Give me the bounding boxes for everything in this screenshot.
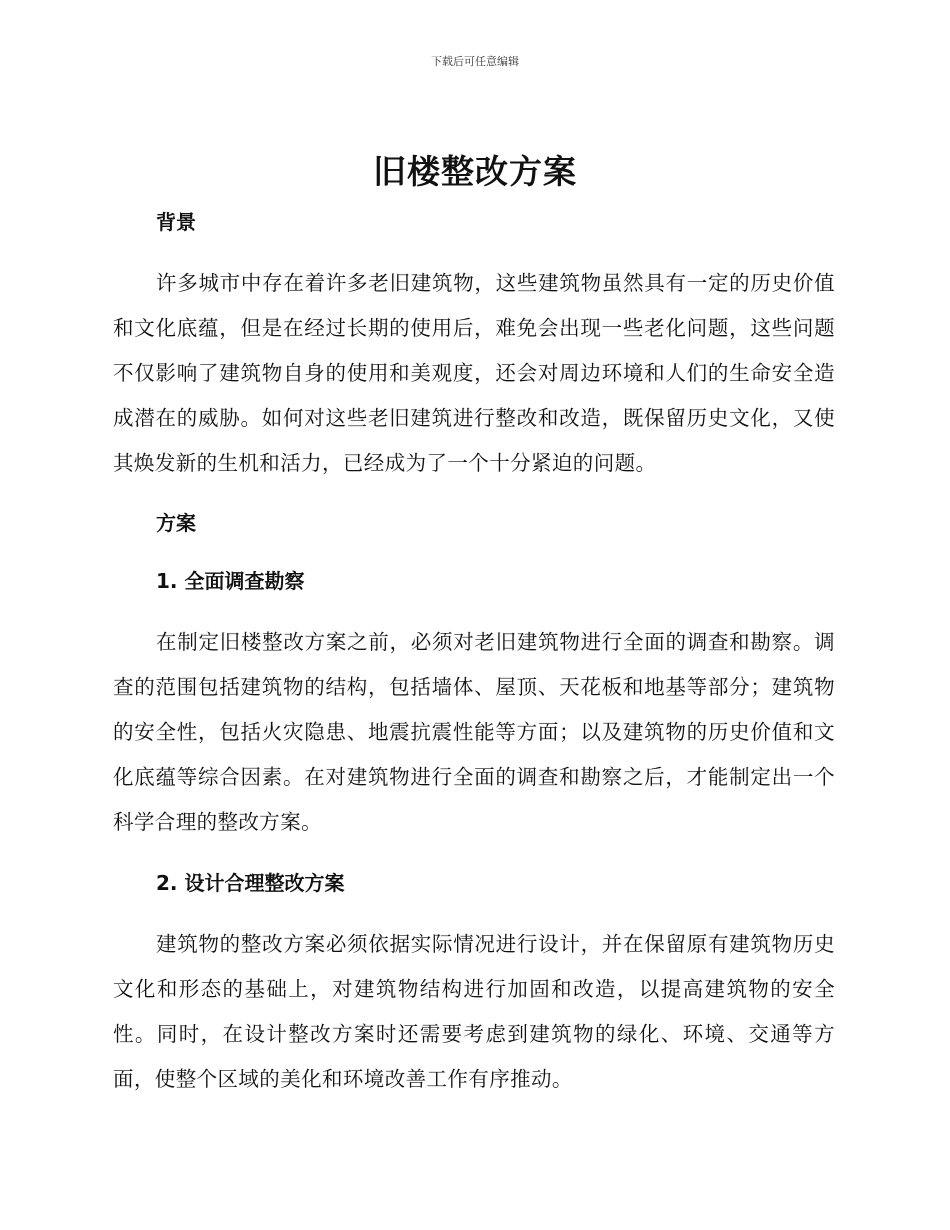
subsection-heading-design: 2. 设计合理整改方案 (156, 871, 345, 895)
section-heading-background: 背景 (156, 210, 196, 234)
section-heading-plan: 方案 (156, 511, 196, 535)
paragraph-design: 建筑物的整改方案必须依据实际情况进行设计，并在保留原有建筑物历史文化和形态的基础上，对建筑物结构进行加固和改造，以提高建筑物的安全性。同时，在设计整改方案时还需要考虑到建筑物的绿化、环境、交通等方面，使整个区域的美化和环境改善工作有序推动。 (113, 932, 835, 1091)
document-body (113, 203, 835, 1102)
paragraph-survey: 在制定旧楼整改方案之前，必须对老旧建筑物进行全面的调查和勘察。调查的范围包括建筑物的结构，包括墙体、屋顶、天花板和地基等部分；建筑物的安全性，包括火灾隐患、地震抗震性能等方面；以及建筑物的历史价值和文化底蕴等综合因素。在对建筑物进行全面的调查和勘察之后，才能制定出一个科学合理的整改方案。 (113, 630, 835, 834)
document-title: 旧楼整改方案 (373, 152, 577, 191)
page-header-note: 下载后可任意编辑 (431, 55, 519, 68)
paragraph-background: 许多城市中存在着许多老旧建筑物，这些建筑物虽然具有一定的历史价值和文化底蕴，但是在经过长期的使用后，难免会出现一些老化问题，这些问题不仅影响了建筑物自身的使用和美观度，还会对周边环境和人们的生命安全造成潜在的威胁。如何对这些老旧建筑进行整改和改造，既保留历史文化，又使其焕发新的生机和活力，已经成为了一个十分紧迫的问题。 (113, 271, 835, 475)
subsection-heading-survey: 1. 全面调查勘察 (156, 569, 305, 593)
